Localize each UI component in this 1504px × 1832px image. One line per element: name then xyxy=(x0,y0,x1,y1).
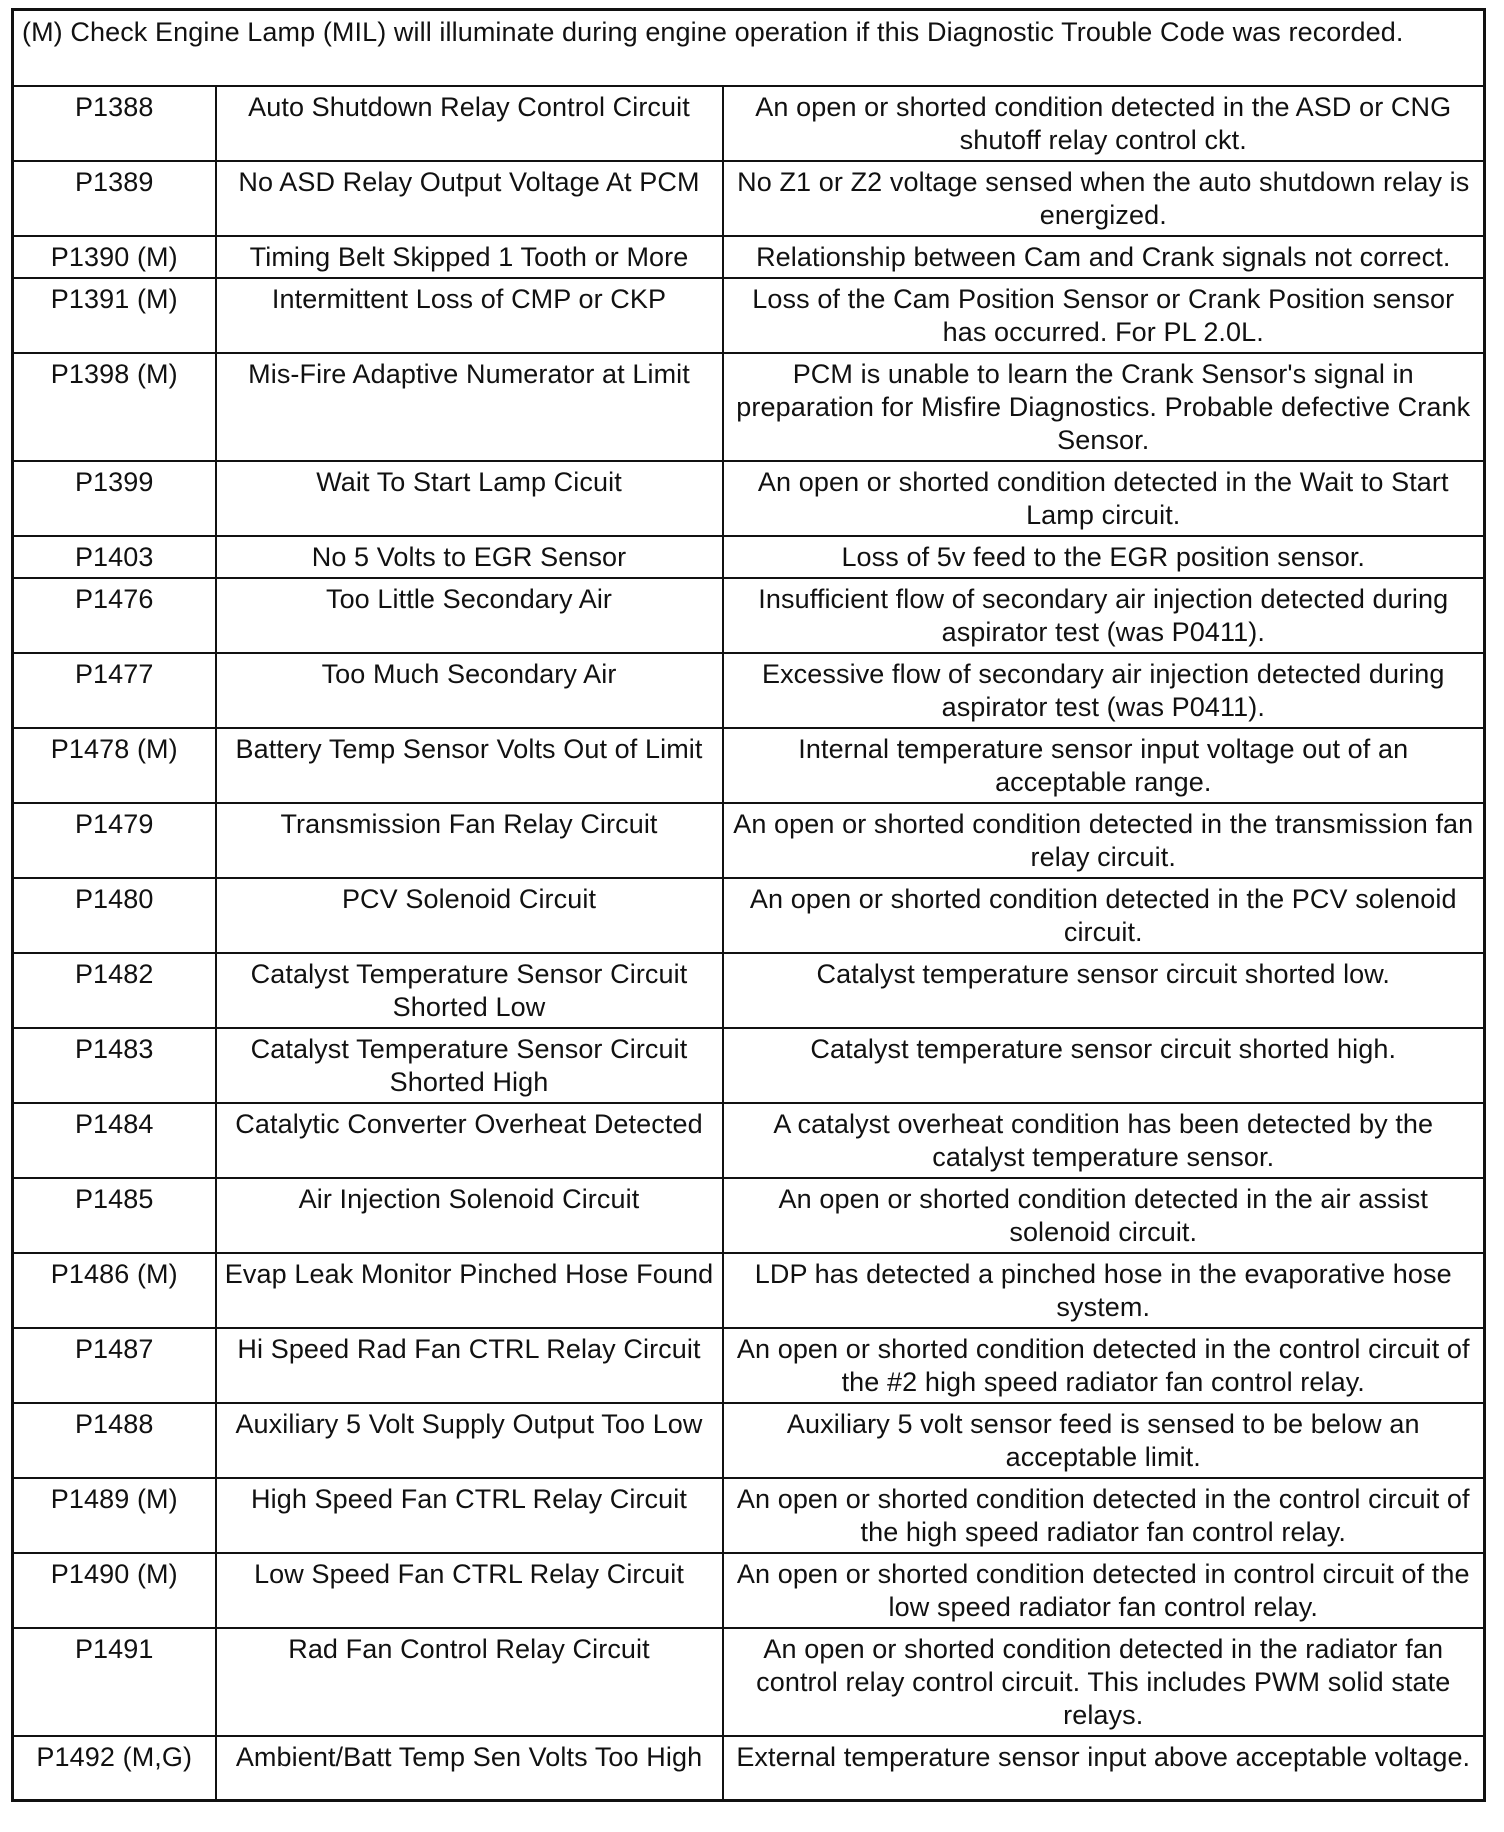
dtc-explanation: Loss of the Cam Position Sensor or Crank Position sensor has occurred. For PL 2.0L. xyxy=(723,278,1485,353)
dtc-description: Battery Temp Sensor Volts Out of Limit xyxy=(216,728,723,803)
dtc-code: P1487 xyxy=(13,1328,216,1403)
dtc-description: Hi Speed Rad Fan CTRL Relay Circuit xyxy=(216,1328,723,1403)
table-row xyxy=(13,803,1485,878)
dtc-code: P1490 (M) xyxy=(13,1553,216,1628)
dtc-description: Low Speed Fan CTRL Relay Circuit xyxy=(216,1553,723,1628)
dtc-code: P1388 xyxy=(13,86,216,161)
table-row xyxy=(13,1628,1485,1736)
table-row xyxy=(13,1736,1485,1801)
dtc-description: Timing Belt Skipped 1 Tooth or More xyxy=(216,236,723,278)
dtc-explanation: Relationship between Cam and Crank signals not correct. xyxy=(723,236,1485,278)
dtc-explanation: Loss of 5v feed to the EGR position sensor. xyxy=(723,536,1485,578)
dtc-description: Catalytic Converter Overheat Detected xyxy=(216,1103,723,1178)
dtc-description: Too Much Secondary Air xyxy=(216,653,723,728)
dtc-description: Too Little Secondary Air xyxy=(216,578,723,653)
dtc-code: P1479 xyxy=(13,803,216,878)
dtc-explanation: No Z1 or Z2 voltage sensed when the auto shutdown relay is energized. xyxy=(723,161,1485,236)
dtc-table-body xyxy=(13,10,1485,1801)
dtc-description: Catalyst Temperature Sensor Circuit Shorted Low xyxy=(216,953,723,1028)
dtc-description: Auto Shutdown Relay Control Circuit xyxy=(216,86,723,161)
dtc-description: Catalyst Temperature Sensor Circuit Shorted High xyxy=(216,1028,723,1103)
dtc-description: Rad Fan Control Relay Circuit xyxy=(216,1628,723,1736)
table-row xyxy=(13,578,1485,653)
dtc-code: P1489 (M) xyxy=(13,1478,216,1553)
dtc-explanation: PCM is unable to learn the Crank Sensor's signal in preparation for Misfire Diagnostics. Probable defective Crank Sensor. xyxy=(723,353,1485,461)
dtc-description: Air Injection Solenoid Circuit xyxy=(216,1178,723,1253)
dtc-explanation: Internal temperature sensor input voltage out of an acceptable range. xyxy=(723,728,1485,803)
dtc-code: P1477 xyxy=(13,653,216,728)
dtc-code: P1483 xyxy=(13,1028,216,1103)
dtc-explanation: Catalyst temperature sensor circuit shorted low. xyxy=(723,953,1485,1028)
dtc-explanation: External temperature sensor input above acceptable voltage. xyxy=(723,1736,1485,1801)
dtc-explanation: An open or shorted condition detected in the transmission fan relay circuit. xyxy=(723,803,1485,878)
table-row xyxy=(13,86,1485,161)
dtc-explanation: Catalyst temperature sensor circuit shorted high. xyxy=(723,1028,1485,1103)
table-row xyxy=(13,1253,1485,1328)
dtc-code: P1390 (M) xyxy=(13,236,216,278)
dtc-explanation: An open or shorted condition detected in the PCV solenoid circuit. xyxy=(723,878,1485,953)
dtc-code: P1399 xyxy=(13,461,216,536)
table-row xyxy=(13,161,1485,236)
dtc-description: No ASD Relay Output Voltage At PCM xyxy=(216,161,723,236)
dtc-explanation: An open or shorted condition detected in the Wait to Start Lamp circuit. xyxy=(723,461,1485,536)
dtc-explanation: A catalyst overheat condition has been detected by the catalyst temperature sensor. xyxy=(723,1103,1485,1178)
dtc-description: No 5 Volts to EGR Sensor xyxy=(216,536,723,578)
dtc-code: P1480 xyxy=(13,878,216,953)
dtc-code: P1484 xyxy=(13,1103,216,1178)
dtc-explanation: An open or shorted condition detected in control circuit of the low speed radiator fan control relay. xyxy=(723,1553,1485,1628)
dtc-explanation: An open or shorted condition detected in the control circuit of the high speed radiator fan control relay. xyxy=(723,1478,1485,1553)
table-row xyxy=(13,1028,1485,1103)
dtc-description: PCV Solenoid Circuit xyxy=(216,878,723,953)
dtc-explanation: Auxiliary 5 volt sensor feed is sensed to be below an acceptable limit. xyxy=(723,1403,1485,1478)
table-row xyxy=(13,1178,1485,1253)
dtc-explanation: Insufficient flow of secondary air injection detected during aspirator test (was P0411). xyxy=(723,578,1485,653)
dtc-code: P1482 xyxy=(13,953,216,1028)
dtc-code: P1486 (M) xyxy=(13,1253,216,1328)
dtc-code: P1398 (M) xyxy=(13,353,216,461)
table-row xyxy=(13,1553,1485,1628)
table-row xyxy=(13,461,1485,536)
table-row xyxy=(13,953,1485,1028)
dtc-code: P1391 (M) xyxy=(13,278,216,353)
dtc-description: Auxiliary 5 Volt Supply Output Too Low xyxy=(216,1403,723,1478)
dtc-code: P1476 xyxy=(13,578,216,653)
table-row xyxy=(13,878,1485,953)
dtc-code: P1478 (M) xyxy=(13,728,216,803)
dtc-explanation: An open or shorted condition detected in the ASD or CNG shutoff relay control ckt. xyxy=(723,86,1485,161)
dtc-explanation: LDP has detected a pinched hose in the evaporative hose system. xyxy=(723,1253,1485,1328)
dtc-table xyxy=(11,8,1486,1802)
dtc-description: Intermittent Loss of CMP or CKP xyxy=(216,278,723,353)
header-note-row xyxy=(13,10,1485,86)
dtc-explanation: An open or shorted condition detected in the control circuit of the #2 high speed radiator fan control relay. xyxy=(723,1328,1485,1403)
table-row xyxy=(13,1478,1485,1553)
dtc-code: P1485 xyxy=(13,1178,216,1253)
table-row xyxy=(13,278,1485,353)
dtc-code: P1491 xyxy=(13,1628,216,1736)
table-row xyxy=(13,653,1485,728)
table-row xyxy=(13,1103,1485,1178)
table-row xyxy=(13,353,1485,461)
dtc-description: Evap Leak Monitor Pinched Hose Found xyxy=(216,1253,723,1328)
dtc-table-container xyxy=(11,8,1483,1802)
table-row xyxy=(13,1403,1485,1478)
table-row xyxy=(13,536,1485,578)
dtc-code: P1403 xyxy=(13,536,216,578)
dtc-explanation: An open or shorted condition detected in the air assist solenoid circuit. xyxy=(723,1178,1485,1253)
table-row xyxy=(13,236,1485,278)
dtc-explanation: Excessive flow of secondary air injection detected during aspirator test (was P0411). xyxy=(723,653,1485,728)
dtc-description: Mis-Fire Adaptive Numerator at Limit xyxy=(216,353,723,461)
dtc-code: P1492 (M,G) xyxy=(13,1736,216,1801)
dtc-description: High Speed Fan CTRL Relay Circuit xyxy=(216,1478,723,1553)
dtc-explanation: An open or shorted condition detected in the radiator fan control relay control circuit. This includes PWM solid state relays. xyxy=(723,1628,1485,1736)
table-row xyxy=(13,1328,1485,1403)
dtc-description: Wait To Start Lamp Cicuit xyxy=(216,461,723,536)
dtc-code: P1488 xyxy=(13,1403,216,1478)
dtc-code: P1389 xyxy=(13,161,216,236)
dtc-description: Transmission Fan Relay Circuit xyxy=(216,803,723,878)
mil-note: (M) Check Engine Lamp (MIL) will illuminate during engine operation if this Diagnostic Trouble Code was recorded. xyxy=(13,10,1485,86)
table-row xyxy=(13,728,1485,803)
dtc-description: Ambient/Batt Temp Sen Volts Too High xyxy=(216,1736,723,1801)
